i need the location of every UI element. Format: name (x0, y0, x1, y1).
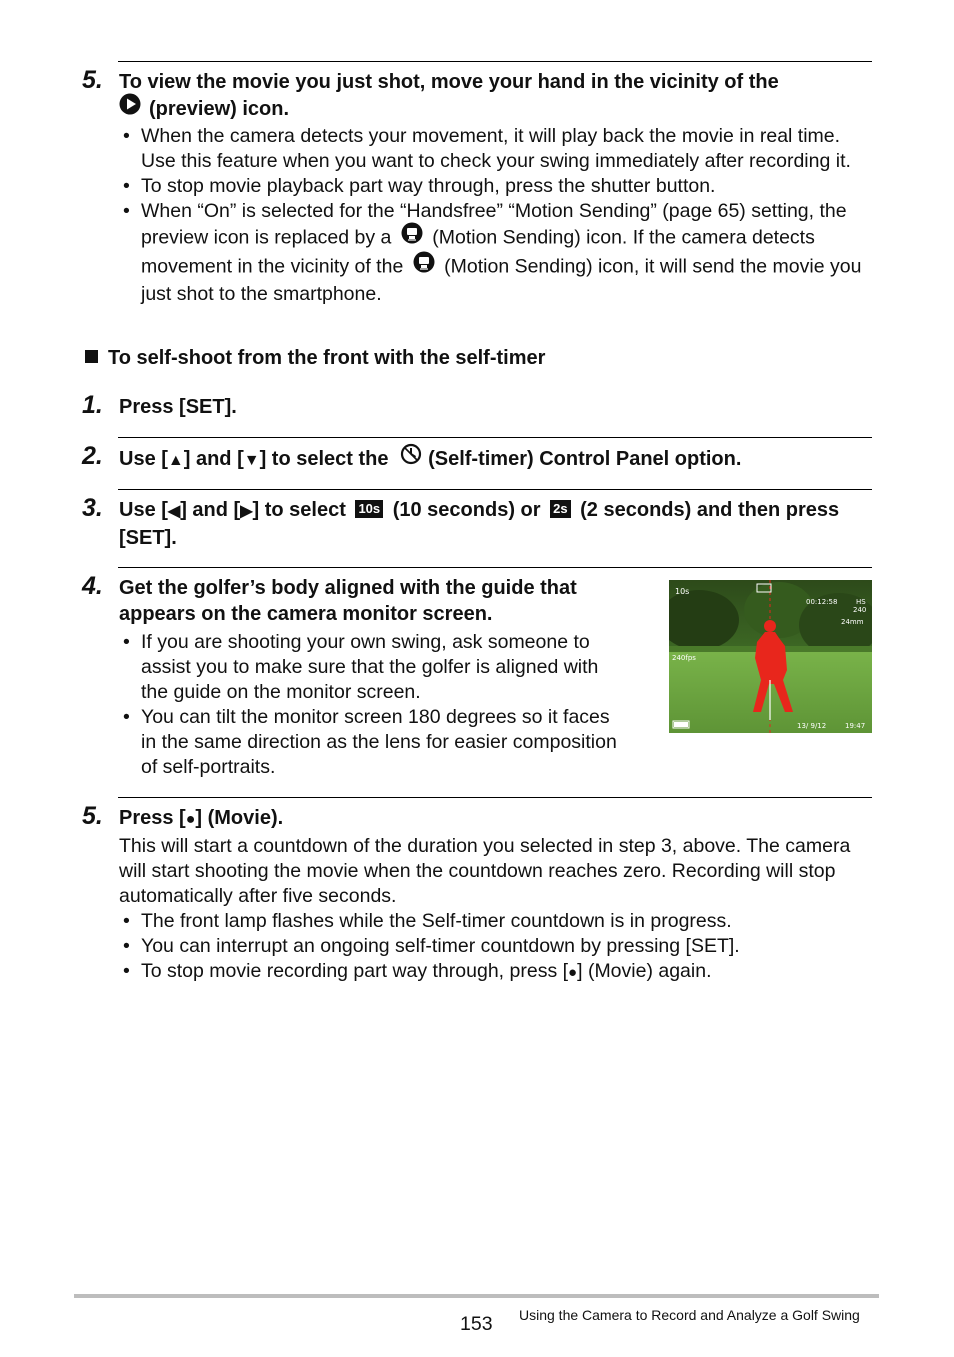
step-5a-number: 5. (82, 66, 103, 94)
step-5b-heading: Press [●] (Movie). (119, 807, 284, 829)
rule-4 (118, 567, 872, 568)
step-5a-bullet-1: • When the camera detects your movement, it will play back the movie in real time. Use this feature when you want to check your swing immediately after recording it. (119, 124, 871, 174)
step-5a-bullet-3c: (Motion Sending) icon, it will send the movie you just shot to the smartphone. (141, 255, 862, 305)
step-4-heading: Get the golfer’s body aligned with the guide that appears on the camera monitor screen. (119, 577, 577, 625)
preview-icon (119, 93, 141, 122)
section-square-icon (85, 350, 98, 363)
camera-monitor-screen (669, 580, 872, 733)
step-5b-bullets (119, 909, 871, 985)
self-timer-icon (400, 443, 422, 472)
step-1-number: 1. (82, 391, 103, 419)
up-arrow-icon: ▲ (167, 451, 184, 469)
step-5b-bullet-1: • The front lamp flashes while the Self-timer countdown is in progress. (119, 909, 871, 934)
top-rule (118, 61, 872, 62)
left-arrow-icon: ◀ (167, 503, 181, 520)
page-number: 153 (460, 1313, 493, 1335)
step-5a-bullet-2: • To stop movie playback part way through, press the shutter button. (119, 174, 871, 199)
step-5a-bullet-3a: When “On” is selected for the “Handsfree” “Motion Sending” (page 65) setting, the preview icon is replaced by a (141, 200, 847, 249)
step-5a-heading (119, 69, 879, 124)
step-4-number: 4. (82, 572, 103, 600)
step-5b-paragraph: This will start a countdown of the duration you selected in step 3, above. The camera will start shooting the movie when the countdown reaches zero. Recording will stop automatically after five seconds. (119, 835, 851, 907)
step-5a-heading-line1: To view the movie you just shot, move your hand in the vicinity of the (119, 71, 779, 93)
step-3-heading: Use [◀] and [▶] to select 10s (10 seconds) or 2s (2 seconds) and then press [SET]. (119, 499, 840, 549)
right-arrow-icon: ▶ (240, 503, 253, 520)
screen-focal: 24mm (841, 618, 864, 626)
two-seconds-icon: 2s (550, 500, 570, 518)
section-title: To self-shoot from the front with the self-timer (85, 345, 545, 371)
step-2-number: 2. (82, 442, 103, 470)
step-3-number: 3. (82, 494, 103, 522)
rule-2 (118, 437, 872, 438)
motion-sending-icon (401, 222, 423, 251)
screen-clock: 19:47 (845, 722, 866, 730)
rule-3 (118, 489, 872, 490)
step-4-bullet-1: • If you are shooting your own swing, ask someone to assist you to make sure that the golfer is aligned with the guide on the monitor screen. (119, 630, 629, 705)
rule-5 (118, 797, 872, 798)
step-4-bullets (119, 630, 629, 780)
step-5a-bullets (119, 124, 871, 307)
step-5b-bullet-3: • To stop movie recording part way through, press [●] (Movie) again. (119, 959, 871, 985)
footer-bar (74, 1294, 879, 1298)
screen-time-remaining: 00:12:58 (806, 598, 838, 606)
screen-mode-value: 240 (853, 606, 867, 614)
screen-date: 13/ 9/12 (797, 722, 827, 730)
screen-mode: HS (856, 598, 866, 606)
motion-sending-icon-2 (413, 251, 435, 280)
movie-dot-icon: ● (185, 811, 196, 828)
step-1-heading: Press [SET]. (119, 396, 237, 418)
footer-title: Using the Camera to Record and Analyze a Golf Swing (519, 1307, 860, 1323)
step-5a-bullet-3 (119, 199, 871, 307)
step-5a-heading-line2: (preview) icon. (149, 97, 290, 120)
step-4-bullet-2: • You can tilt the monitor screen 180 degrees so it faces in the same direction as the lens for easier composition of self-portraits. (119, 705, 629, 780)
step-5b-number: 5. (82, 802, 103, 830)
screen-timer: 10s (675, 587, 690, 596)
ten-seconds-icon: 10s (355, 500, 383, 518)
step-5b-bullet-2: • You can interrupt an ongoing self-timer countdown by pressing [SET]. (119, 934, 871, 959)
screen-fps: 240fps (672, 654, 696, 662)
step-5a-bullet-3b: (Motion Sending) icon. If the camera detects movement in the vicinity of the (141, 226, 815, 278)
step-2-heading: Use [▲] and [▼] to select the (Self-timer) Control Panel option. (119, 445, 879, 474)
movie-dot-icon-2: ● (568, 964, 578, 981)
down-arrow-icon: ▼ (243, 451, 260, 469)
